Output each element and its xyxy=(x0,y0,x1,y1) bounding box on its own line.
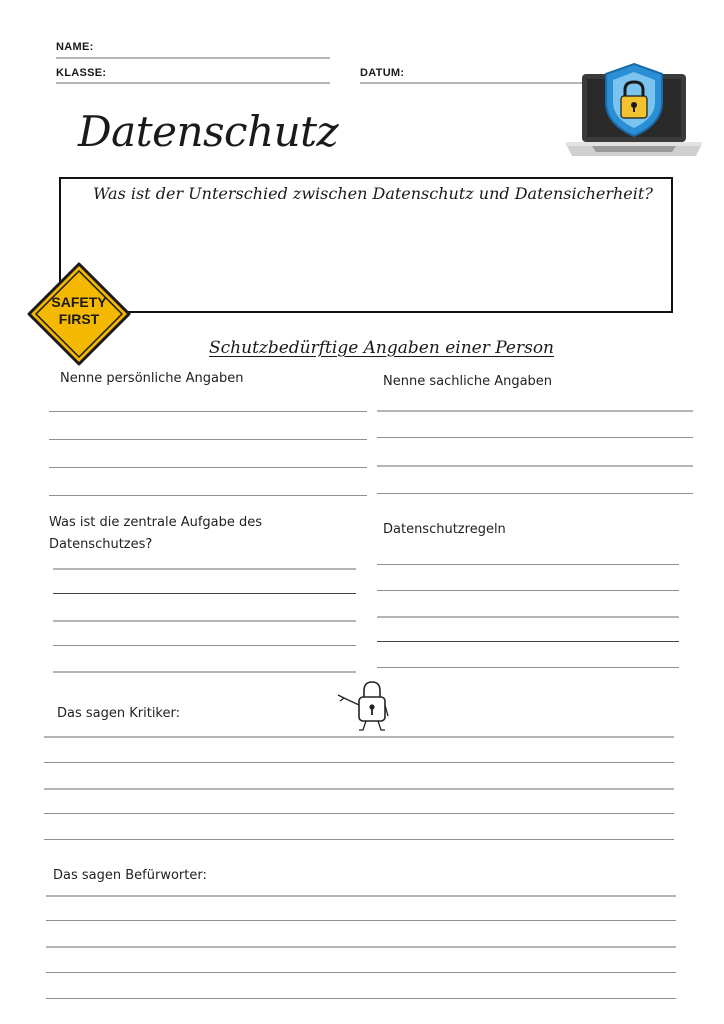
answer-line[interactable] xyxy=(44,762,674,763)
safety-sign-line2: FIRST xyxy=(58,311,100,327)
answer-line[interactable] xyxy=(377,667,679,668)
section-heading: Schutzbedürftige Angaben einer Person xyxy=(209,338,555,358)
prompt-supporters: Das sagen Befürworter: xyxy=(53,868,207,883)
answer-line[interactable] xyxy=(53,568,356,570)
answer-line[interactable] xyxy=(44,788,674,790)
prompt-rules: Datenschutzregeln xyxy=(383,522,506,537)
class-line[interactable] xyxy=(56,82,330,84)
prompt-factual: Nenne sachliche Angaben xyxy=(383,374,553,389)
question-text: Was ist der Unterschied zwischen Datenschutz und Datensicherheit? xyxy=(93,184,653,203)
date-label: DATUM: xyxy=(360,67,405,79)
answer-line[interactable] xyxy=(46,998,676,999)
answer-line[interactable] xyxy=(53,593,356,594)
answer-line[interactable] xyxy=(49,439,367,440)
answer-line[interactable] xyxy=(53,671,356,673)
answer-line[interactable] xyxy=(377,465,693,467)
answer-line[interactable] xyxy=(46,895,676,897)
date-line[interactable] xyxy=(360,82,590,84)
answer-line[interactable] xyxy=(46,946,676,948)
answer-line[interactable] xyxy=(377,564,679,565)
prompt-personal: Nenne persönliche Angaben xyxy=(60,371,244,386)
answer-line[interactable] xyxy=(377,590,679,591)
name-line[interactable] xyxy=(56,57,330,59)
answer-line[interactable] xyxy=(377,641,679,642)
prompt-critics: Das sagen Kritiker: xyxy=(57,706,180,721)
safety-sign-line1: SAFETY xyxy=(51,294,107,310)
name-label: NAME: xyxy=(56,41,94,53)
answer-line[interactable] xyxy=(49,467,367,468)
answer-line[interactable] xyxy=(377,410,693,412)
prompt-central-task: Was ist die zentrale Aufgabe des Datenschutzes? xyxy=(49,515,263,552)
answer-line[interactable] xyxy=(44,736,674,738)
answer-line[interactable] xyxy=(46,920,676,921)
answer-line[interactable] xyxy=(44,839,674,840)
answer-line[interactable] xyxy=(53,620,356,622)
answer-line[interactable] xyxy=(44,813,674,814)
answer-line[interactable] xyxy=(49,411,367,412)
answer-line[interactable] xyxy=(377,493,693,494)
safety-sign-icon xyxy=(27,262,131,366)
answer-line[interactable] xyxy=(377,616,679,618)
answer-line[interactable] xyxy=(46,972,676,973)
padlock-character-icon xyxy=(332,678,394,734)
page-title: Datenschutz xyxy=(78,107,339,156)
answer-line[interactable] xyxy=(377,437,693,438)
answer-line[interactable] xyxy=(53,645,356,646)
laptop-shield-lock-icon xyxy=(562,60,704,164)
class-label: KLASSE: xyxy=(56,67,107,79)
answer-line[interactable] xyxy=(49,495,367,496)
